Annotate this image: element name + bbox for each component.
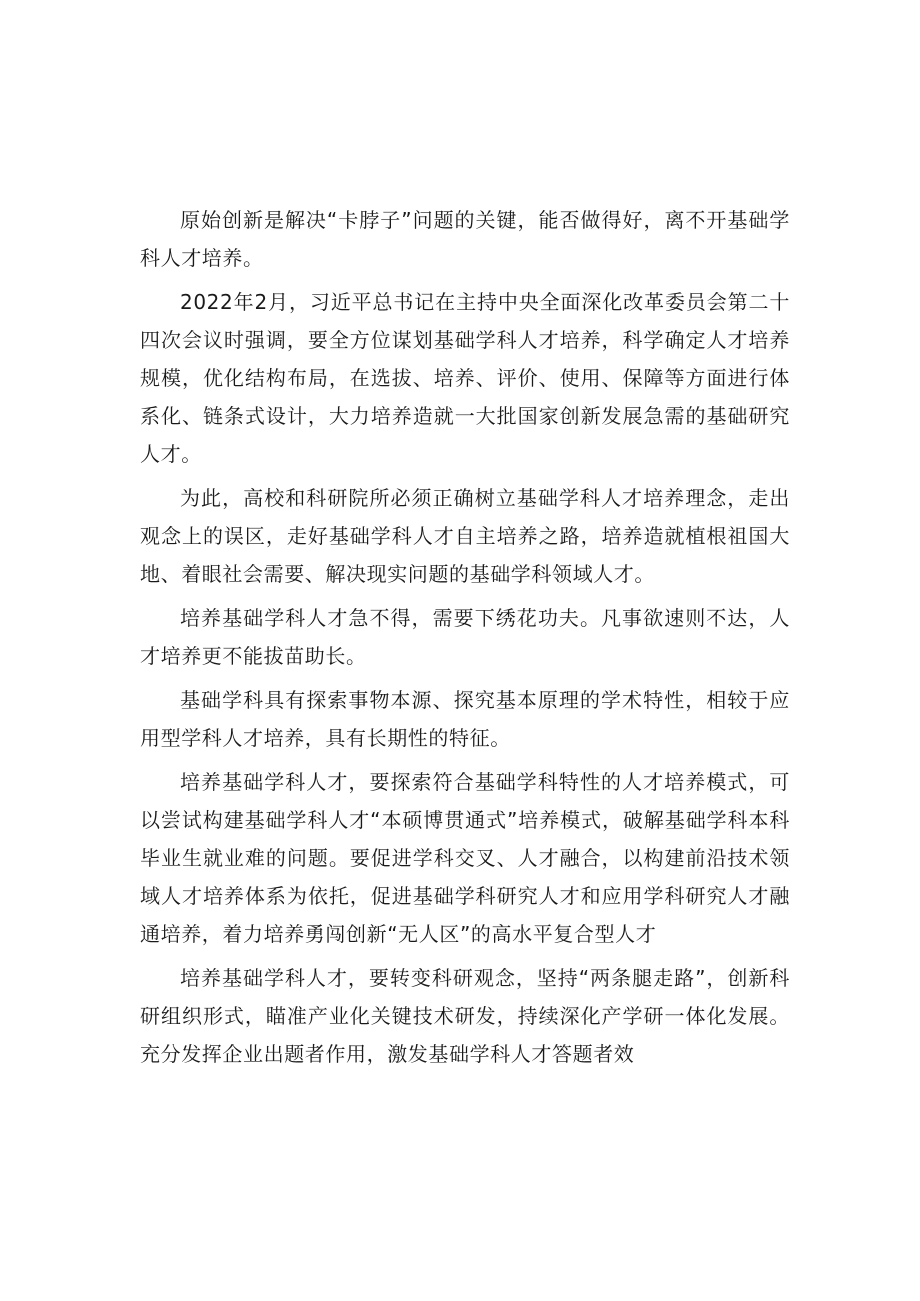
- paragraph-1: 原始创新是解决“卡脖子”问题的关键，能否做得好，离不开基础学科人才培养。: [140, 208, 790, 270]
- paragraph-5: 基础学科具有探索事物本源、探究基本原理的学术特性，相较于应用型学科人才培养，具有长期性的特征。: [140, 688, 790, 750]
- paragraph-2: 2022年2月，习近平总书记在主持中央全面深化改革委员会第二十四次会议时强调，要全方位谋划基础学科人才培养，科学确定人才培养规模，优化结构布局，在选拔、培养、评价、使用、保障等方面进行体系化、链条式设计，大力培养造就一大批国家创新发展急需的基础研究人才。: [140, 290, 790, 466]
- paragraph-3: 为此，高校和科研院所必须正确树立基础学科人才培养理念，走出观念上的误区，走好基础学科人才自主培养之路，培养造就植根祖国大地、着眼社会需要、解决现实问题的基础学科领域人才。: [140, 486, 790, 586]
- paragraph-6: 培养基础学科人才，要探索符合基础学科特性的人才培养模式，可以尝试构建基础学科人才“本硕博贯通式”培养模式，破解基础学科本科毕业生就业难的问题。要促进学科交叉、人才融合，以构建前沿技术领域人才培养体系为依托，促进基础学科研究人才和应用学科研究人才融通培养，着力培养勇闯创新“无人区”的高水平复合型人才: [140, 770, 790, 946]
- paragraph-4: 培养基础学科人才急不得，需要下绣花功夫。凡事欲速则不达，人才培养更不能拔苗助长。: [140, 606, 790, 668]
- paragraph-7: 培养基础学科人才，要转变科研观念，坚持“两条腿走路”，创新科研组织形式，瞄准产业化关键技术研发，持续深化产学研一体化发展。充分发挥企业出题者作用，激发基础学科人才答题者效: [140, 966, 790, 1066]
- document-body: [140, 201, 790, 1079]
